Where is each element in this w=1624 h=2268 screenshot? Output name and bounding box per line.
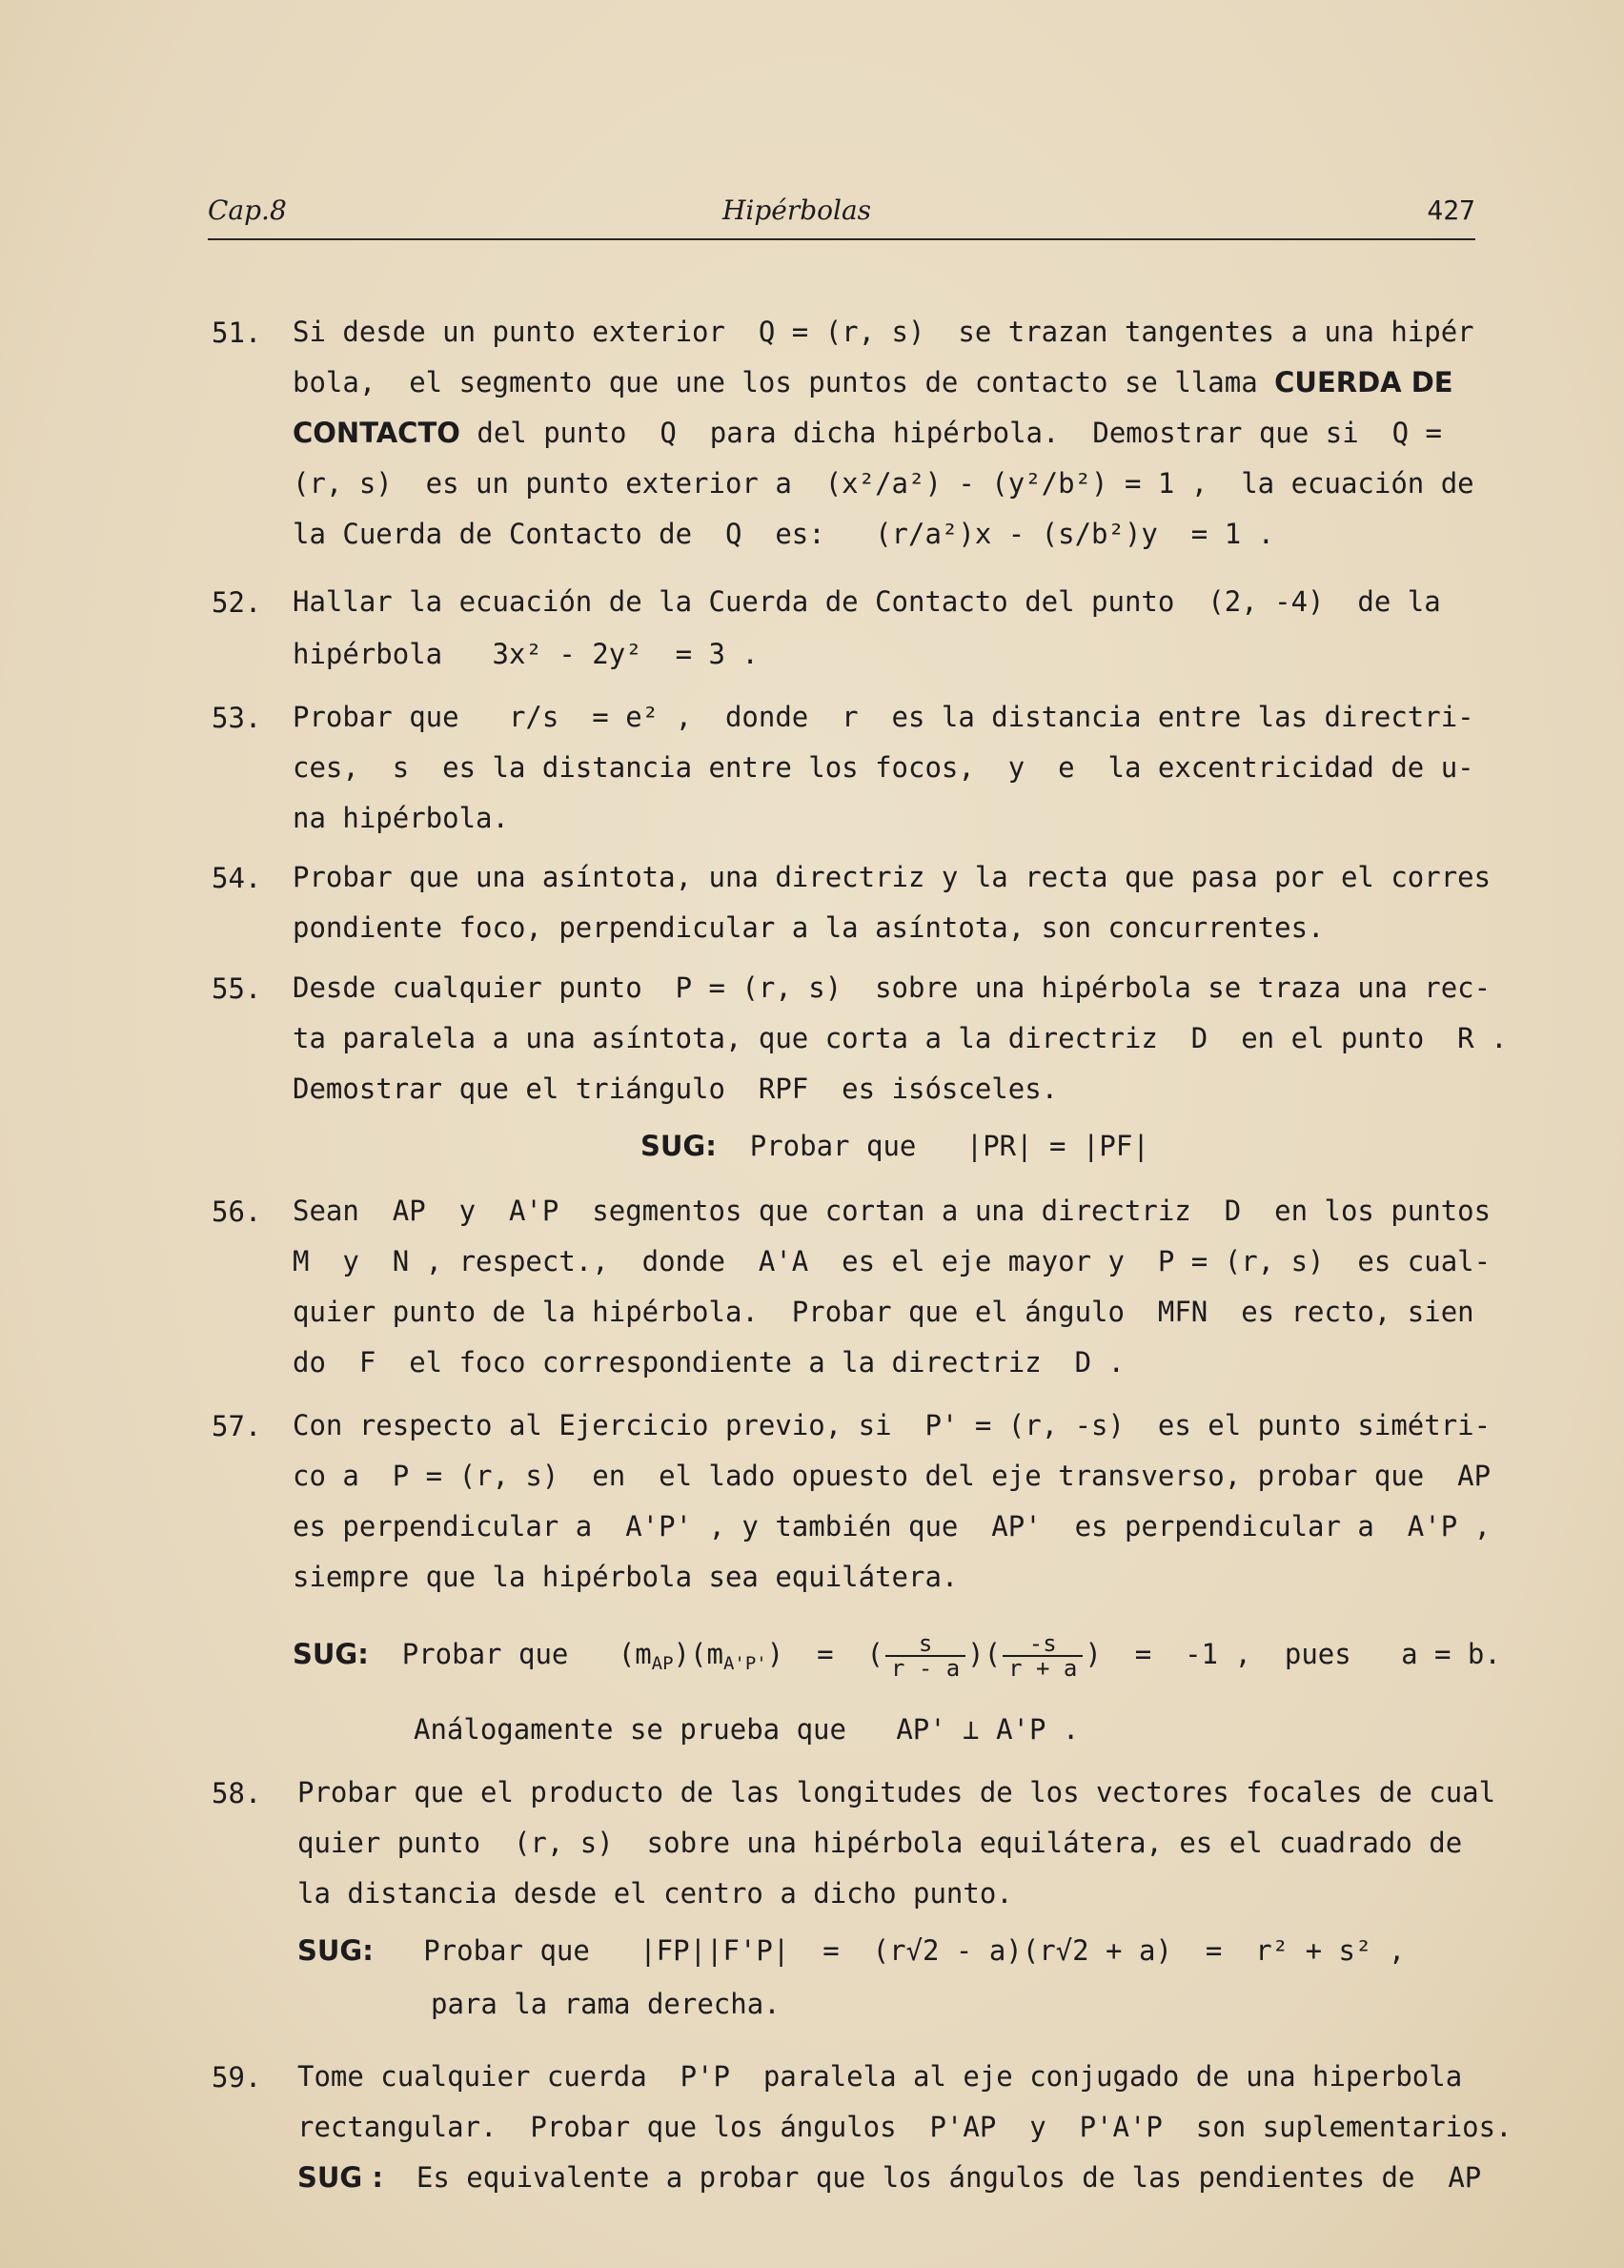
page-number: 427 bbox=[1427, 194, 1475, 226]
exercise-line: Hallar la ecuación de la Cuerda de Contacto del punto (2, -4) de la bbox=[293, 585, 1441, 618]
exercise-number: 51. bbox=[212, 317, 262, 349]
exercise-line: CONTACTO del punto Q para dicha hipérbola. Demostrar que si Q = bbox=[293, 417, 1443, 449]
exercise-line: Demostrar que el triángulo RPF es isósceles. bbox=[293, 1073, 1059, 1105]
exercise-line: quier punto (r, s) sobre una hipérbola equilátera, es el cuadrado de bbox=[297, 1827, 1463, 1859]
exercise-line: Tome cualquier cuerda P'P paralela al eje conjugado de una hiperbola bbox=[297, 2060, 1463, 2093]
suggestion-line: SUG : Es equivalente a probar que los ángulos de las pendientes de AP bbox=[297, 2161, 1482, 2194]
chapter-label: Cap.8 bbox=[208, 194, 287, 226]
exercise-number: 59. bbox=[212, 2061, 262, 2094]
sug-label: SUG: bbox=[640, 1130, 717, 1162]
exercise-line: Sean AP y A'P segmentos que cortan a una directriz D en los puntos bbox=[293, 1195, 1492, 1227]
exercise-line: pondiente foco, perpendicular a la asíntota, son concurrentes. bbox=[293, 911, 1325, 944]
fraction: $\frac{s}{r - a}$ bbox=[885, 1632, 965, 1680]
exercise-line: do F el foco correspondiente a la directriz D . bbox=[293, 1346, 1125, 1379]
fraction: $\frac{-s}{r + a}$ bbox=[1003, 1632, 1083, 1680]
suggestion-line: SUG: Probar que $(m_{AP})(m_{A'P'})$ = ( $\frac{s}{r - a}$ )( $\frac{-s}{r + a}$ ) = -1 , pues a = b. bbox=[293, 1630, 1501, 1682]
sug-label: SUG : bbox=[297, 2161, 383, 2194]
exercise-line: Probar que el producto de las longitudes de los vectores focales de cual bbox=[297, 1776, 1496, 1808]
exercise-line: Probar que una asíntota, una directriz y la recta que pasa por el corres bbox=[293, 861, 1492, 893]
exercise-line: Probar que r/s = e² , donde r es la distancia entre las directri- bbox=[293, 701, 1474, 733]
exercise-line: Con respecto al Ejercicio previo, si P' = (r, -s) es el punto simétri- bbox=[293, 1409, 1492, 1441]
exercise-line: bola, el segmento que une los puntos de contacto se llama CUERDA DE bbox=[293, 366, 1453, 398]
exercise-number: 54. bbox=[212, 862, 262, 894]
exercise-line: ces, s es la distancia entre los focos, y e la excentricidad de u- bbox=[293, 751, 1474, 784]
exercise-number: 58. bbox=[212, 1777, 262, 1809]
exercise-line: ta paralela a una asíntota, que corta a la directriz D en el punto R . bbox=[293, 1022, 1508, 1054]
exercise-line: rectangular. Probar que los ángulos P'AP y P'A'P son suplementarios. bbox=[297, 2111, 1512, 2143]
exercise-line: hipérbola 3x² - 2y² = 3 . bbox=[293, 638, 759, 670]
exercise-line: Desde cualquier punto P = (r, s) sobre una hipérbola se traza una rec- bbox=[293, 971, 1492, 1004]
sug-label: SUG: bbox=[297, 1934, 374, 1967]
page-header bbox=[208, 191, 1475, 240]
exercise-line: es perpendicular a A'P' , y también que AP' es perpendicular a A'P , bbox=[293, 1510, 1492, 1543]
exercise-line: (r, s) es un punto exterior a (x²/a²) - (y²/b²) = 1 , la ecuación de bbox=[293, 467, 1474, 500]
exercise-line: siempre que la hipérbola sea equilátera. bbox=[293, 1561, 959, 1593]
exercise-number: 52. bbox=[212, 586, 262, 619]
exercise-line: Si desde un punto exterior Q = (r, s) se trazan tangentes a una hipér bbox=[293, 316, 1474, 348]
suggestion-line: SUG: Probar que |FP||F'P| = (r√2 - a)(r√2 + a) = r² + s² , bbox=[297, 1934, 1406, 1967]
exercise-line: M y N , respect., donde A'A es el eje mayor y P = (r, s) es cual- bbox=[293, 1245, 1492, 1277]
suggestion-line: Análogamente se prueba que AP' ⊥ A'P . bbox=[414, 1713, 1080, 1746]
suggestion-line: para la rama derecha. bbox=[431, 1988, 781, 2020]
exercise-line: quier punto de la hipérbola. Probar que el ángulo MFN es recto, sien bbox=[293, 1296, 1474, 1328]
sug-label: SUG: bbox=[293, 1638, 369, 1670]
exercise-number: 53. bbox=[212, 702, 262, 734]
bold-term: CUERDA DE bbox=[1274, 366, 1453, 398]
chapter-title: Hipérbolas bbox=[722, 194, 872, 226]
exercise-line: la Cuerda de Contacto de Q es: (r/a²)x - (s/b²)y = 1 . bbox=[293, 518, 1275, 550]
exercise-line: la distancia desde el centro a dicho punto. bbox=[297, 1877, 1013, 1910]
exercise-line: na hipérbola. bbox=[293, 802, 509, 834]
exercise-number: 56. bbox=[212, 1195, 262, 1228]
suggestion-line: SUG: Probar que |PR| = |PF| bbox=[640, 1130, 1149, 1162]
exercise-line: co a P = (r, s) en el lado opuesto del eje transverso, probar que AP bbox=[293, 1460, 1492, 1492]
exercise-number: 57. bbox=[212, 1410, 262, 1442]
bold-term: CONTACTO bbox=[293, 417, 460, 449]
exercise-number: 55. bbox=[212, 972, 262, 1005]
